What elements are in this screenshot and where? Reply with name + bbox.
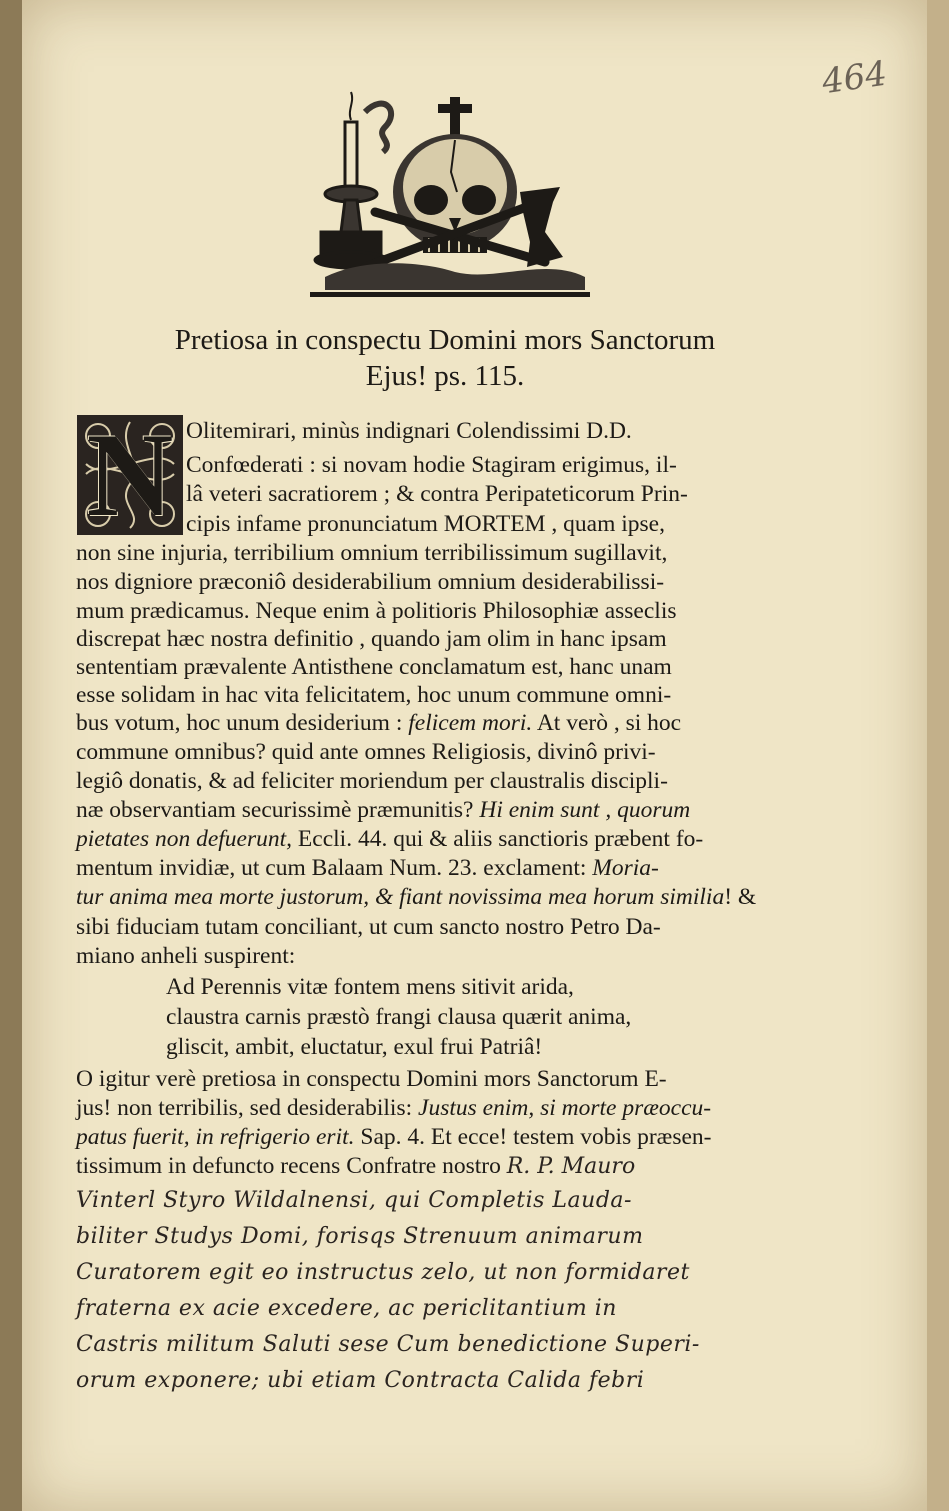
text-run: jus! non terribilis, sed desiderabilis: [76,1095,419,1121]
text-run: miano anheli suspirent: [76,943,296,969]
text-run: esse solidam in hac vita felicitatem, hoc unum commune omni- [76,682,672,708]
handwritten-line [76,1330,816,1360]
italic-run: tur anima mea morte justorum, & fiant novissima mea horum similia [76,884,725,910]
text-line [76,708,816,738]
text-line [76,912,816,942]
text-run: discrepat hæc nostra definitio , quando jam olim in hanc ipsam [76,626,667,652]
verse-line [166,1032,816,1062]
handwritten-run: orum exponere; ubi etiam Contracta Calida febri [76,1368,645,1393]
verse-line [166,972,816,1002]
verse-run: gliscit, ambit, eluctatur, exul frui Patriâ! [166,1034,543,1060]
handwritten-line [76,1222,816,1252]
text-run: sibi fiduciam tutam conciliant, ut cum sancto nostro Petro Da- [76,914,661,940]
text-line [76,1064,816,1094]
page-title [80,322,810,394]
text-line [76,1122,816,1152]
text-run: legiô donatis, & ad feliciter moriendum per claustralis discipli- [76,768,668,794]
text-run: At verò , si hoc [532,710,682,736]
text-line [186,416,816,446]
handwritten-line [76,1186,816,1216]
page-edge-right [927,0,949,1511]
text-run: bus votum, hoc unum desiderium : [76,710,409,736]
text-line [186,450,816,480]
ground-icon [310,263,590,297]
decorated-initial [76,408,184,541]
text-line [76,567,816,597]
text-run: Sap. 4. Et ecce! testem vobis præsen- [354,1124,712,1150]
text-line [76,1093,816,1123]
text-run: ! & [724,884,757,910]
text-line [76,680,816,710]
text-line [76,853,816,883]
text-run: Confœderati : si novam hodie Stagiram erigimus, il- [186,452,677,478]
text-line [76,596,816,626]
text-line [76,1151,816,1182]
text-run: tissimum in defuncto recens Confratre nostro [76,1153,507,1179]
text-run: O igitur verè pretiosa in conspectu Domini mors Sanctorum E- [76,1066,667,1092]
text-run: næ observantiam securissimè præmunitis? [76,797,480,823]
text-line [186,479,816,509]
text-run: mum prædicamus. Neque enim à politioris Philosophiæ asseclis [76,598,677,624]
handwritten-line [76,1258,816,1288]
memento-mori-vignette [305,82,595,302]
verse-run: Ad Perennis vitæ fontem mens sitivit arida, [166,974,574,1000]
text-line [76,766,816,796]
text-run: non sine injuria, terribilium omnium terribilissimum sugillavit, [76,540,668,566]
handwritten-run: Castris militum Saluti sese Cum benedictione Superi- [76,1332,700,1357]
italic-run: felicem mori. [408,710,533,736]
italic-run: pietates non defuerunt, [76,826,293,852]
text-line [76,538,816,568]
text-line [76,824,816,854]
title-line-1: Pretiosa in conspectu Domini mors Sanctorum [174,324,716,356]
text-line [76,941,816,971]
handwritten-run: R. P. Mauro [506,1154,636,1179]
handwritten-run: Vinterl Styro Wildalnensi, qui Completis Lauda- [76,1188,632,1213]
italic-run: Hi enim sunt , quorum [479,797,691,823]
text-run: Olitemirari, minùs indignari Colendissimi D.D. [186,418,632,444]
candle-icon [315,92,391,268]
text-run: commune omnibus? quid ante omnes Religiosis, divinô privi- [76,739,656,765]
text-line [76,737,816,767]
verse-line [166,1002,816,1032]
italic-run: patus fuerit, in refrigerio erit. [76,1124,355,1150]
initial-letter: N [86,408,174,541]
text-run: nos digniore præconiô desiderabilium omnium desiderabilissi- [76,569,665,595]
italic-run: Moria- [592,855,659,881]
title-line-2: Ejus! ps. 115. [365,360,525,392]
text-run: mentum invidiæ, ut cum Balaam Num. 23. exclament: [76,855,593,881]
text-line [76,624,816,654]
handwritten-run: Curatorem egit eo instructus zelo, ut non formidaret [76,1260,690,1285]
text-run: cipis infame pronunciatum MORTEM , quam ipse, [186,511,665,537]
text-line [186,509,816,539]
handwritten-line [76,1294,816,1324]
text-run: sententiam prævalente Antisthene conclamatum est, hanc unam [76,654,672,680]
text-run: Eccli. 44. qui & aliis sanctioris præbent fo- [292,826,704,852]
handwritten-run: biliter Studys Domi, forisqs Strenuum animarum [76,1224,644,1249]
text-line [76,652,816,682]
verse-run: claustra carnis præstò frangi clausa quærit anima, [166,1004,632,1030]
page-edge-left [0,0,22,1511]
text-run: lâ veteri sacratiorem ; & contra Peripateticorum Prin- [186,481,688,507]
folio-number: 464 [819,53,890,103]
text-line [76,882,816,912]
italic-run: Justus enim, si morte præoccu- [418,1095,712,1121]
text-line [76,795,816,825]
handwritten-line [76,1366,816,1396]
handwritten-run: fraterna ex acie excedere, ac periclitantium in [76,1296,617,1321]
